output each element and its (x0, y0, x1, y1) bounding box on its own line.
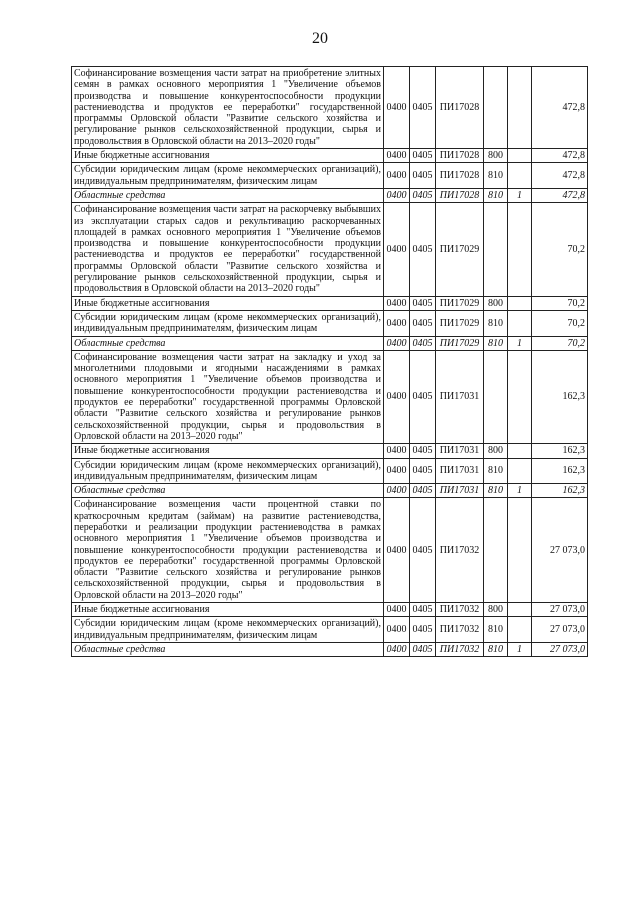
row-section-code: 0400 (384, 498, 410, 603)
row-funding-source: 1 (508, 484, 532, 498)
row-funding-source (508, 617, 532, 643)
row-expense-type: 810 (484, 642, 508, 656)
row-name: Софинансирование возмещения части процентной ставки по краткосрочным кредитам (займам) на развитие растениеводства, переработки и реализации продукции растениеводства в рамках основного мероприятия 1 "Увеличение объемов производства и повышение конкурентоспособности продукции растениеводства и продуктов ее переработки" государственной программы Орловской области "Развитие сельского хозяйства и регулирование рынков сельскохозяйственной продукции, сырья и продовольствия в Орловской области на 2013–2020 годы" (72, 498, 384, 603)
table-row (72, 617, 588, 643)
table-row (72, 67, 588, 149)
row-target-article: ПИ17029 (436, 296, 484, 310)
row-amount: 70,2 (532, 296, 588, 310)
row-expense-type: 810 (484, 336, 508, 350)
row-target-article: ПИ17028 (436, 67, 484, 149)
row-amount: 472,8 (532, 188, 588, 202)
row-expense-type: 800 (484, 149, 508, 163)
table-row (72, 603, 588, 617)
row-subsection-code: 0405 (410, 642, 436, 656)
row-amount: 162,3 (532, 444, 588, 458)
row-name: Областные средства (72, 484, 384, 498)
row-section-code: 0400 (384, 336, 410, 350)
table-row (72, 163, 588, 189)
row-name: Субсидии юридическим лицам (кроме некоммерческих организаций), индивидуальным предпринимателям, физическим лицам (72, 310, 384, 336)
row-expense-type: 810 (484, 458, 508, 484)
row-section-code: 0400 (384, 458, 410, 484)
row-target-article: ПИ17031 (436, 444, 484, 458)
row-funding-source: 1 (508, 336, 532, 350)
row-funding-source (508, 350, 532, 443)
row-section-code: 0400 (384, 188, 410, 202)
row-expense-type (484, 203, 508, 296)
row-name: Субсидии юридическим лицам (кроме некоммерческих организаций), индивидуальным предпринимателям, физическим лицам (72, 617, 384, 643)
budget-table-body (72, 67, 588, 657)
row-name: Субсидии юридическим лицам (кроме некоммерческих организаций), индивидуальным предпринимателям, физическим лицам (72, 458, 384, 484)
row-subsection-code: 0405 (410, 203, 436, 296)
row-target-article: ПИ17031 (436, 350, 484, 443)
table-row (72, 188, 588, 202)
row-target-article: ПИ17028 (436, 149, 484, 163)
row-section-code: 0400 (384, 67, 410, 149)
row-funding-source: 1 (508, 188, 532, 202)
row-section-code: 0400 (384, 444, 410, 458)
table-row (72, 444, 588, 458)
row-name: Софинансирование возмещения части затрат на закладку и уход за многолетними плодовыми и ягодными насаждениями в рамках основного мероприятия 1 "Увеличение объемов производства и повышение конкурентоспособности продукции растениеводства и продуктов ее переработки" государственной программы Орловской области "Развитие сельского хозяйства и регулирование рынков сельскохозяйственной продукции, сырья и продовольствия в Орловской области на 2013–2020 годы" (72, 350, 384, 443)
row-section-code: 0400 (384, 310, 410, 336)
row-target-article: ПИ17032 (436, 642, 484, 656)
table-row (72, 203, 588, 296)
row-amount: 70,2 (532, 336, 588, 350)
row-expense-type: 810 (484, 484, 508, 498)
row-subsection-code: 0405 (410, 484, 436, 498)
row-funding-source (508, 203, 532, 296)
table-row (72, 350, 588, 443)
row-target-article: ПИ17028 (436, 163, 484, 189)
row-funding-source (508, 498, 532, 603)
row-amount: 27 073,0 (532, 642, 588, 656)
row-expense-type: 800 (484, 444, 508, 458)
row-amount: 472,8 (532, 163, 588, 189)
table-row (72, 642, 588, 656)
row-section-code: 0400 (384, 203, 410, 296)
row-expense-type: 810 (484, 617, 508, 643)
row-subsection-code: 0405 (410, 188, 436, 202)
row-target-article: ПИ17031 (436, 458, 484, 484)
row-expense-type: 810 (484, 163, 508, 189)
row-section-code: 0400 (384, 350, 410, 443)
row-expense-type: 810 (484, 310, 508, 336)
page-number: 20 (312, 30, 328, 47)
row-section-code: 0400 (384, 484, 410, 498)
row-name: Иные бюджетные ассигнования (72, 603, 384, 617)
row-target-article: ПИ17029 (436, 203, 484, 296)
row-target-article: ПИ17032 (436, 603, 484, 617)
row-subsection-code: 0405 (410, 296, 436, 310)
budget-table (71, 66, 588, 657)
row-subsection-code: 0405 (410, 163, 436, 189)
row-section-code: 0400 (384, 617, 410, 643)
row-section-code: 0400 (384, 296, 410, 310)
row-name: Субсидии юридическим лицам (кроме некоммерческих организаций), индивидуальным предпринимателям, физическим лицам (72, 163, 384, 189)
row-name: Иные бюджетные ассигнования (72, 149, 384, 163)
row-section-code: 0400 (384, 149, 410, 163)
row-subsection-code: 0405 (410, 444, 436, 458)
row-amount: 70,2 (532, 310, 588, 336)
row-amount: 162,3 (532, 350, 588, 443)
row-funding-source (508, 310, 532, 336)
row-target-article: ПИ17032 (436, 617, 484, 643)
table-row (72, 296, 588, 310)
row-section-code: 0400 (384, 642, 410, 656)
table-row (72, 484, 588, 498)
row-target-article: ПИ17031 (436, 484, 484, 498)
row-section-code: 0400 (384, 603, 410, 617)
row-subsection-code: 0405 (410, 149, 436, 163)
row-name: Областные средства (72, 642, 384, 656)
row-funding-source (508, 149, 532, 163)
row-amount: 162,3 (532, 458, 588, 484)
row-subsection-code: 0405 (410, 617, 436, 643)
row-name: Иные бюджетные ассигнования (72, 444, 384, 458)
row-subsection-code: 0405 (410, 336, 436, 350)
row-name: Иные бюджетные ассигнования (72, 296, 384, 310)
row-amount: 27 073,0 (532, 617, 588, 643)
row-name: Софинансирование возмещения части затрат на раскорчевку выбывших из эксплуатации старых садов и рекультивацию раскорчеванных площадей в рамках основного мероприятия 1 "Увеличение объемов производства и повышение конкурентоспособности продукции растениеводства и продуктов ее переработки" государственной программы Орловской области "Развитие сельского хозяйства и регулирование рынков сельскохозяйственной продукции, сырья и продовольствия в Орловской области на 2013–2020 годы" (72, 203, 384, 296)
row-target-article: ПИ17029 (436, 336, 484, 350)
row-funding-source (508, 444, 532, 458)
row-funding-source: 1 (508, 642, 532, 656)
table-row (72, 149, 588, 163)
row-subsection-code: 0405 (410, 67, 436, 149)
row-target-article: ПИ17032 (436, 498, 484, 603)
row-subsection-code: 0405 (410, 603, 436, 617)
row-expense-type (484, 67, 508, 149)
row-funding-source (508, 163, 532, 189)
row-name: Софинансирование возмещения части затрат на приобретение элитных семян в рамках основного мероприятия 1 "Увеличение объемов производства и повышение конкурентоспособности продукции растениеводства и продуктов ее переработки" государственной программы Орловской области "Развитие сельского хозяйства и регулирование рынков сельскохозяйственной продукции, сырья и продовольствия в Орловской области на 2013–2020 годы" (72, 67, 384, 149)
row-target-article: ПИ17029 (436, 310, 484, 336)
table-row (72, 458, 588, 484)
row-expense-type: 800 (484, 296, 508, 310)
row-amount: 27 073,0 (532, 498, 588, 603)
row-expense-type (484, 498, 508, 603)
row-amount: 70,2 (532, 203, 588, 296)
row-name: Областные средства (72, 336, 384, 350)
table-row (72, 498, 588, 603)
row-expense-type (484, 350, 508, 443)
row-subsection-code: 0405 (410, 498, 436, 603)
table-row (72, 310, 588, 336)
row-subsection-code: 0405 (410, 350, 436, 443)
row-funding-source (508, 458, 532, 484)
row-subsection-code: 0405 (410, 310, 436, 336)
row-expense-type: 800 (484, 603, 508, 617)
row-amount: 472,8 (532, 149, 588, 163)
row-funding-source (508, 603, 532, 617)
row-section-code: 0400 (384, 163, 410, 189)
row-target-article: ПИ17028 (436, 188, 484, 202)
row-funding-source (508, 296, 532, 310)
row-name: Областные средства (72, 188, 384, 202)
row-amount: 27 073,0 (532, 603, 588, 617)
row-amount: 472,8 (532, 67, 588, 149)
row-subsection-code: 0405 (410, 458, 436, 484)
row-amount: 162,3 (532, 484, 588, 498)
row-expense-type: 810 (484, 188, 508, 202)
row-funding-source (508, 67, 532, 149)
table-row (72, 336, 588, 350)
